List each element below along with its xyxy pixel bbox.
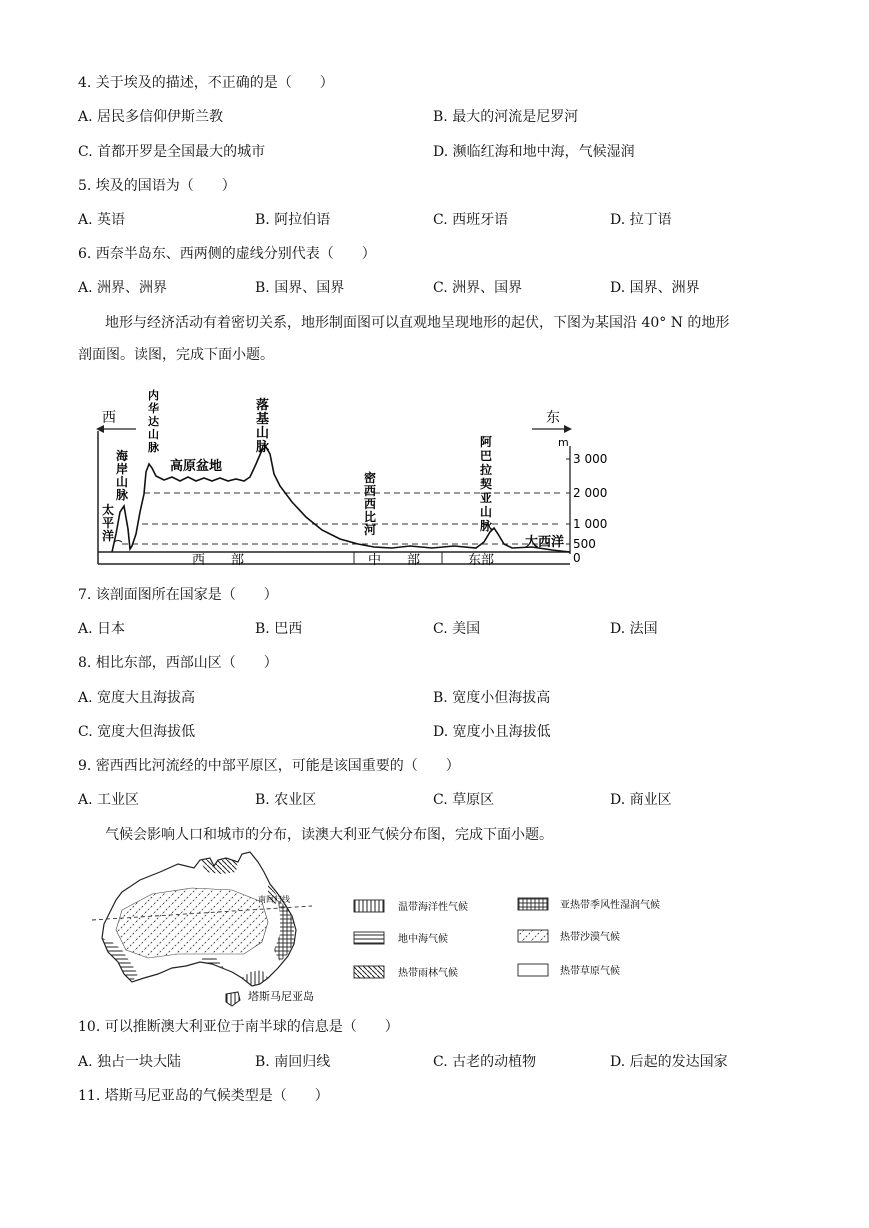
q5-stem: 5. 埃及的国语为（ ） (78, 178, 236, 194)
legend-label: 热带草原气候 (560, 966, 620, 977)
legend-swatch (518, 898, 548, 910)
q6-option-b: B. 国界、国界 (255, 280, 345, 296)
axis-unit: m (558, 436, 569, 449)
legend-swatch (518, 964, 548, 976)
tick-label: 3 000 (573, 452, 608, 466)
q9-option-d: D. 商业区 (610, 792, 672, 808)
q7-option-b: B. 巴西 (255, 621, 303, 637)
tick-label: 0 (573, 551, 581, 565)
label-tasmania: 塔斯马尼亚岛 (248, 990, 314, 1003)
q9-stem: 9. 密西西比河流经的中部平原区，可能是该国重要的（ ） (78, 758, 460, 774)
legend-label: 地中海气候 (398, 934, 448, 945)
q8-stem: 8. 相比东部，西部山区（ ） (78, 655, 278, 671)
q11-stem: 11. 塔斯马尼亚岛的气候类型是（ ） (78, 1088, 329, 1104)
legend-swatch (354, 932, 384, 944)
map-legend (354, 898, 660, 979)
region-central: 中 部 (368, 553, 421, 568)
region-west: 西 部 (192, 553, 245, 568)
legend-label: 热带沙漠气候 (560, 932, 620, 943)
q6-option-d: D. 国界、洲界 (610, 280, 700, 296)
q5-option-b: B. 阿拉伯语 (255, 212, 331, 228)
q7-option-d: D. 法国 (610, 621, 658, 637)
q8-option-c: C. 宽度大但海拔低 (78, 724, 196, 740)
q9-option-a: A. 工业区 (78, 792, 140, 808)
intro-paragraph-line-1: 地形与经济活动有着密切关系，地形制面图可以直观地呈现地形的起伏，下图为某国沿 40° N 的地形 (105, 315, 730, 331)
legend-swatch (354, 900, 384, 912)
intro-paragraph-line-2: 剖面图。读图，完成下面小题。 (78, 347, 274, 363)
label-pacific: 太平洋 (102, 503, 115, 543)
legend-label: 亚热带季风性湿润气候 (560, 900, 660, 911)
label-coast-range: 海岸山脉 (116, 449, 129, 502)
region-east: 东部 (468, 553, 495, 568)
legend-label: 温带海洋性气候 (398, 902, 468, 913)
label-appalachian-mountains: 阿巴拉契亚山脉 (480, 435, 493, 533)
q7-option-c: C. 美国 (433, 621, 481, 637)
tick-label: 2 000 (573, 486, 608, 500)
label-sierra-nevada: 内华达山脉 (148, 389, 159, 454)
q7-option-a: A. 日本 (78, 621, 126, 637)
legend-swatch (354, 966, 384, 978)
q5-option-d: D. 拉丁语 (610, 212, 672, 228)
q6-stem: 6. 西奈半岛东、西两侧的虚线分别代表（ ） (78, 246, 376, 262)
q6-option-a: A. 洲界、洲界 (78, 280, 168, 296)
q7-stem: 7. 该剖面图所在国家是（ ） (78, 587, 278, 603)
q4-option-a: A. 居民多信仰伊斯兰教 (78, 109, 224, 125)
q10-stem: 10. 可以推断澳大利亚位于南半球的信息是（ ） (78, 1019, 399, 1035)
q9-option-b: B. 农业区 (255, 792, 317, 808)
legend-swatch (518, 930, 548, 942)
q5-option-a: A. 英语 (78, 212, 126, 228)
label-west: 西 (102, 410, 116, 426)
q10-option-b: B. 南回归线 (255, 1054, 331, 1070)
q4-option-c: C. 首都开罗是全国最大的城市 (78, 144, 266, 160)
australia-climate-map (82, 850, 682, 1010)
q8-option-d: D. 宽度小且海拔低 (433, 724, 551, 740)
label-east: 东 (546, 410, 560, 426)
q6-option-c: C. 洲界、国界 (433, 280, 523, 296)
label-atlantic: 大西洋 (525, 535, 565, 550)
q8-option-b: B. 宽度小但海拔高 (433, 690, 551, 706)
tick-label: 500 (573, 537, 596, 551)
label-rocky-mountains: 落基山脉 (256, 398, 270, 455)
q5-option-c: C. 西班牙语 (433, 212, 509, 228)
label-plateau-basin: 高原盆地 (170, 459, 223, 474)
q10-option-c: C. 古老的动植物 (433, 1054, 537, 1070)
q9-option-c: C. 草原区 (433, 792, 495, 808)
q4-option-b: B. 最大的河流是尼罗河 (433, 109, 579, 125)
q4-stem: 4. 关于埃及的描述，不正确的是（ ） (78, 75, 334, 91)
q10-option-a: A. 独占一块大陆 (78, 1054, 182, 1070)
label-mississippi-river: 密西西比河 (364, 471, 377, 537)
label-tropic: 南回归线 (258, 895, 290, 904)
q4-option-d: D. 濒临红海和地中海，气候湿润 (433, 144, 635, 160)
tasmania-island (226, 992, 240, 1006)
legend-label: 热带雨林气候 (398, 968, 458, 979)
intro-paragraph-2: 气候会影响人口和城市的分布，读澳大利亚气候分布图，完成下面小题。 (105, 827, 553, 843)
tick-label: 1 000 (573, 517, 608, 531)
q8-option-a: A. 宽度大且海拔高 (78, 690, 196, 706)
q10-option-d: D. 后起的发达国家 (610, 1054, 728, 1070)
terrain-profile-figure (92, 384, 608, 574)
